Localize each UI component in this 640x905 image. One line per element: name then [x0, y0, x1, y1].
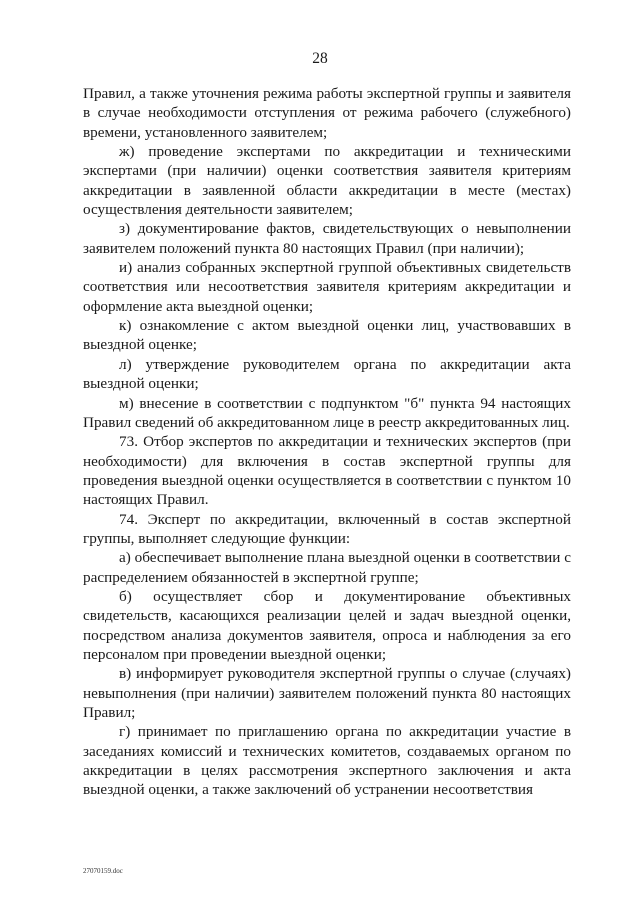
page-number: 28	[312, 50, 328, 67]
paragraph: Правил, а также уточнения режима работы экспертной группы и заявителя в случае необходимости отступления от режима рабочего (служебного) времени, установленного заявителем;	[83, 85, 571, 141]
paragraph: з) документирование фактов, свидетельствующих о невыполнении заявителем положений пункта 80 настоящих Правил (при наличии);	[83, 220, 571, 257]
paragraph: в) информирует руководителя экспертной группы о случае (случаях) невыполнения (при наличии) заявителем положений пункта 80 настоящих Правил;	[83, 665, 571, 721]
paragraph: 73. Отбор экспертов по аккредитации и технических экспертов (при необходимости) для включения в состав экспертной группы для проведения выездной оценки осуществляется в соответствии с пунктом 10 настоящих Правил.	[83, 433, 571, 509]
paragraph: ж) проведение экспертами по аккредитации и техническими экспертами (при наличии) оценки соответствия заявителя критериям аккредитации в заявленной области аккредитации в месте (местах) осуществления деятельности заявителем;	[83, 143, 571, 219]
paragraph: л) утверждение руководителем органа по аккредитации акта выездной оценки;	[83, 355, 571, 393]
paragraph: б) осуществляет сбор и документирование объективных свидетельств, касающихся реализации целей и задач выездной оценки, посредством анализа документов заявителя, опроса и наблюдения за его персоналом при проведении выездной оценки;	[83, 587, 571, 663]
paragraph: и) анализ собранных экспертной группой объективных свидетельств соответствия или несоответствия заявителя критериям аккредитации и оформление акта выездной оценки;	[83, 259, 571, 315]
paragraph: к) ознакомление с актом выездной оценки лиц, участвовавших в выездной оценке;	[83, 317, 571, 354]
paragraph: а) обеспечивает выполнение плана выездной оценки в соответствии с распределением обязанностей в экспертной группе;	[83, 549, 571, 586]
document-footer-filename: 27070159.doc	[83, 867, 123, 875]
paragraph: 74. Эксперт по аккредитации, включенный в состав экспертной группы, выполняет следующие функции:	[83, 510, 571, 547]
document-body	[83, 84, 571, 800]
paragraph: м) внесение в соответствии с подпунктом "б" пункта 94 настоящих Правил сведений об аккредитованном лице в реестр аккредитованных лиц.	[83, 394, 571, 431]
paragraph: г) принимает по приглашению органа по аккредитации участие в заседаниях комиссий и технических комитетов, создаваемых органом по аккредитации в целях рассмотрения экспертного заключения и акта выездной оценки, а также заключений об устранении несоответствия	[83, 723, 571, 799]
